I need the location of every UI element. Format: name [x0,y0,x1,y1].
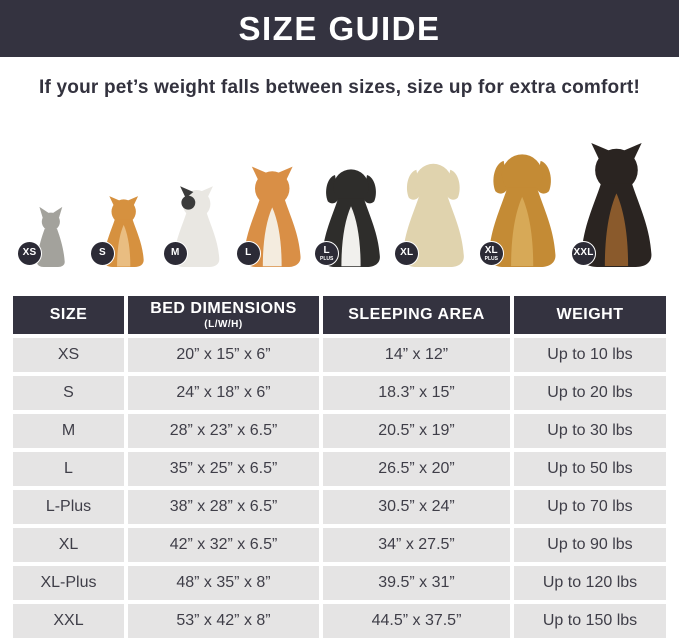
pet-s [87,115,160,267]
size-badge-xxl [571,241,596,266]
cell-size: XS [13,338,124,372]
cell-bed-dimensions: 42” x 32” x 6.5” [128,528,319,562]
cell-weight: Up to 70 lbs [514,490,666,524]
size-badge-m [163,241,188,266]
subtitle-text: If your pet’s weight falls between sizes, size up for extra comfort! [39,77,640,98]
size-badge-l-plus [314,241,339,266]
size-badge-xl-plus [479,241,504,266]
cell-weight: Up to 30 lbs [514,414,666,448]
table-row-xl [13,528,666,562]
table-row-s [13,376,666,410]
column-header-label: SLEEPING AREA [348,306,485,323]
column-header-size [13,296,124,334]
size-badge-sublabel: PLUS [484,255,498,262]
pet-xxl [568,115,665,267]
size-badge-sublabel: PLUS [320,255,334,262]
size-badge-s [90,241,115,266]
cell-weight: Up to 120 lbs [514,566,666,600]
pet-l [233,115,311,267]
cell-weight: Up to 10 lbs [514,338,666,372]
cell-size: XXL [13,604,124,638]
cell-weight: Up to 20 lbs [514,376,666,410]
header-bar [0,0,679,57]
size-badge-l [236,241,261,266]
cell-size: M [13,414,124,448]
cell-weight: Up to 150 lbs [514,604,666,638]
size-table [13,296,666,638]
cell-bed-dimensions: 20” x 15” x 6” [128,338,319,372]
size-badge-label: L [323,244,330,256]
size-badge-label: S [98,247,106,258]
cell-bed-dimensions: 48” x 35” x 8” [128,566,319,600]
column-header-weight [514,296,666,334]
size-badge-label: XXL [573,247,594,258]
cell-size: XL-Plus [13,566,124,600]
pet-xs [14,115,87,267]
table-header-row [13,296,666,334]
pet-xl-plus [476,115,568,267]
cell-size: L-Plus [13,490,124,524]
column-header-bed-dimensions [128,296,319,334]
page-title: SIZE GUIDE [238,9,441,47]
size-badge-label: XL [484,244,498,256]
cell-bed-dimensions: 28” x 23” x 6.5” [128,414,319,448]
cell-weight: Up to 90 lbs [514,528,666,562]
cell-sleeping-area: 44.5” x 37.5” [323,604,510,638]
size-badge-label: M [171,247,180,258]
cell-sleeping-area: 39.5” x 31” [323,566,510,600]
column-header-sleeping-area [323,296,510,334]
table-row-xxl [13,604,666,638]
cell-bed-dimensions: 38” x 28” x 6.5” [128,490,319,524]
table-row-l-plus [13,490,666,524]
column-header-sublabel: (L/W/H) [204,319,243,330]
pet-m [160,115,233,267]
cell-bed-dimensions: 35” x 25” x 6.5” [128,452,319,486]
size-badge-xs [17,241,42,266]
pet-size-row [0,115,679,267]
cell-sleeping-area: 18.3” x 15” [323,376,510,410]
cell-sleeping-area: 34” x 27.5” [323,528,510,562]
cell-sleeping-area: 20.5” x 19” [323,414,510,448]
cell-bed-dimensions: 24” x 18” x 6” [128,376,319,410]
cell-bed-dimensions: 53” x 42” x 8” [128,604,319,638]
cell-sleeping-area: 14” x 12” [323,338,510,372]
size-badge-xl [394,241,419,266]
table-row-m [13,414,666,448]
size-badge-label: XL [400,247,414,258]
size-badge-label: XS [22,247,37,258]
cell-sleeping-area: 26.5” x 20” [323,452,510,486]
pet-l-plus [311,115,391,267]
cell-size: L [13,452,124,486]
cell-weight: Up to 50 lbs [514,452,666,486]
cell-sleeping-area: 30.5” x 24” [323,490,510,524]
column-header-label: BED DIMENSIONS [150,300,297,317]
cell-size: XL [13,528,124,562]
size-badge-label: L [245,247,252,258]
column-header-label: SIZE [49,306,88,323]
table-row-xs [13,338,666,372]
cell-size: S [13,376,124,410]
pet-xl [391,115,476,267]
table-row-xl-plus [13,566,666,600]
column-header-label: WEIGHT [556,306,624,323]
table-row-l [13,452,666,486]
